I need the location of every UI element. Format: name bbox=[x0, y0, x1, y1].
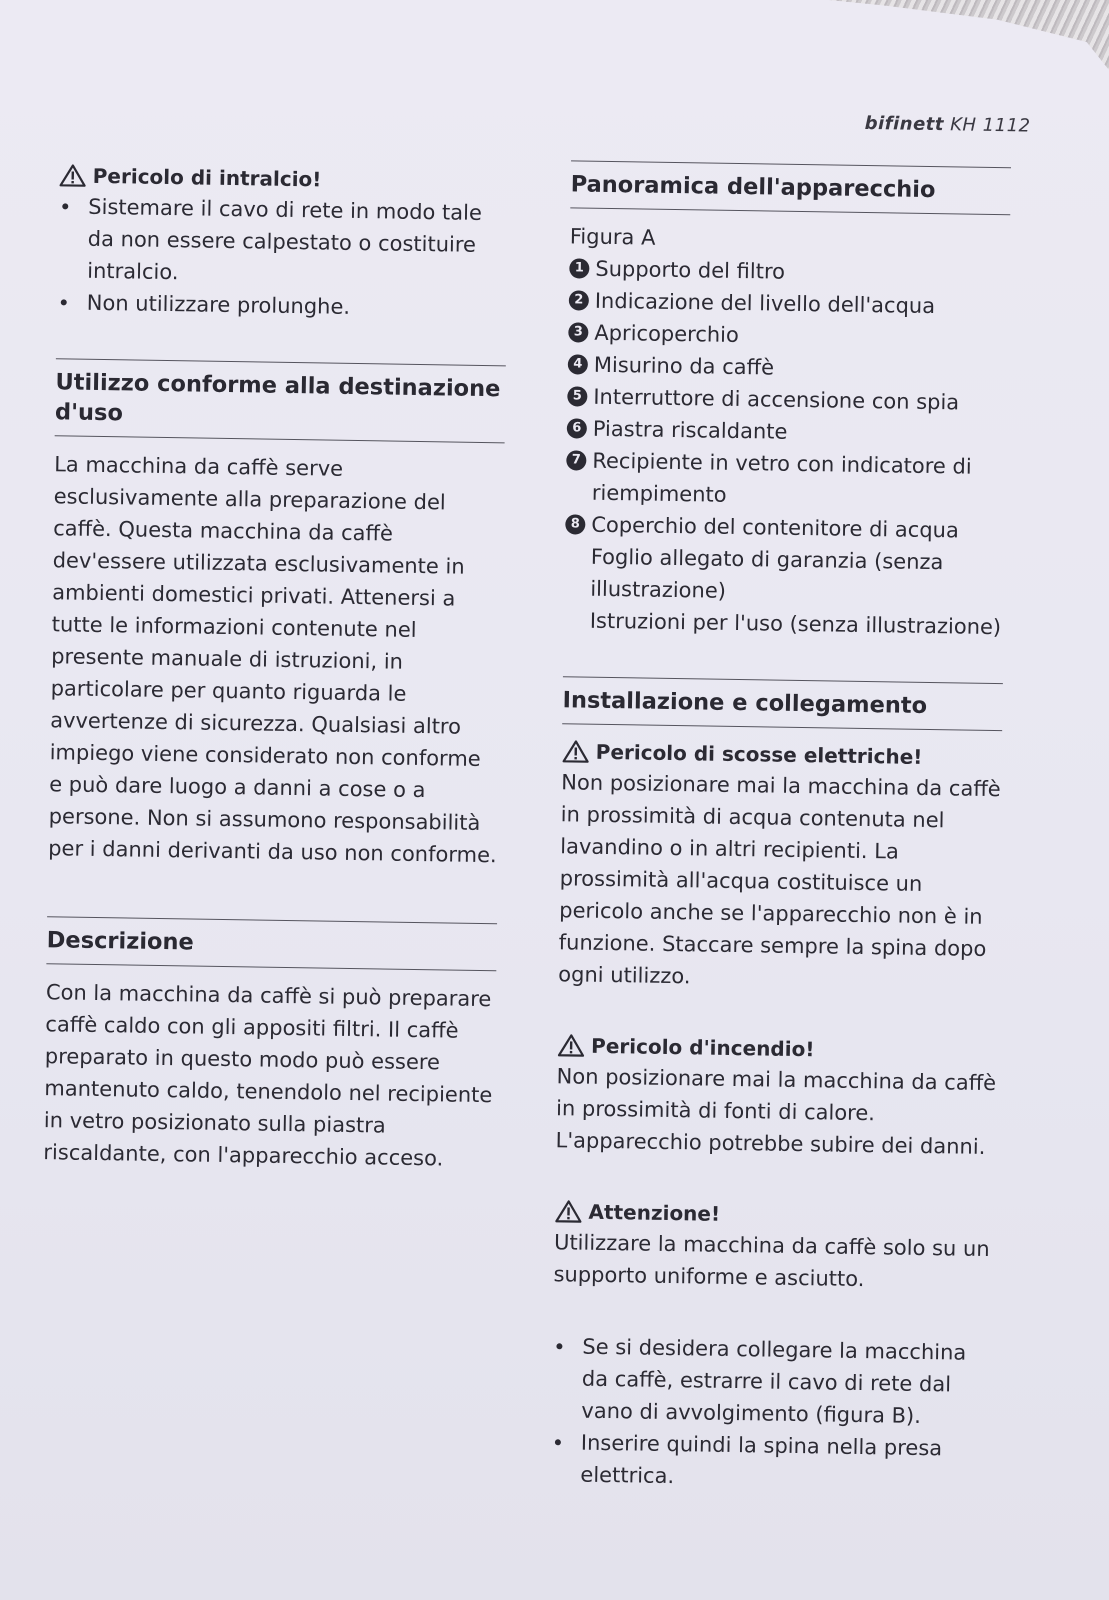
warning-shock-section bbox=[558, 736, 1002, 997]
part-label: Apricoperchio bbox=[594, 320, 740, 347]
attention-section bbox=[553, 1196, 994, 1297]
parts-list bbox=[564, 252, 1010, 643]
warning-shock-title: Pericolo di scosse elettriche! bbox=[595, 739, 923, 769]
left-column bbox=[43, 160, 509, 1175]
number-badge: 6 bbox=[567, 418, 587, 438]
warning-fire-text: Non posizionare mai la macchina da caffè in prossimità di fonti di calore. L'apparecchio potrebbe subire dei danni. bbox=[555, 1064, 997, 1159]
list-item: Sistemare il cavo di rete in modo tale da non essere calpestato o costituire intralcio. bbox=[57, 190, 508, 293]
intended-use-text: La macchina da caffè serve esclusivamente alla preparazione del caffè. Questa macchina da caffè dev'essere utilizzata esclusivamente in ambienti domestici privati. Attenersi a tutte le informazioni contenute nel presente manuale di istruzioni, in particolare per quanto riguarda le avvertenze di sicurezza. Qualsiasi altro impiego viene considerato non conforme e può dare luogo a danni a cose o a persone. Non si assumono responsabilità per i danni derivanti da uso non conforme. bbox=[47, 452, 497, 868]
part-label: Piastra riscaldante bbox=[592, 416, 788, 444]
brand-header bbox=[865, 113, 1031, 137]
part-label: Recipiente in vetro con indicatore di riempimento bbox=[591, 448, 972, 507]
number-badge: 4 bbox=[568, 354, 588, 374]
right-column bbox=[550, 160, 1011, 1497]
attention-text: Utilizzare la macchina da caffè solo su un supporto uniforme e asciutto. bbox=[553, 1230, 990, 1292]
list-item bbox=[566, 444, 1007, 515]
section-divider bbox=[571, 160, 1011, 168]
list-item: Foglio allegato di garanzia (senza illustrazione) bbox=[590, 544, 944, 603]
overview-heading: Panoramica dell'apparecchio bbox=[570, 171, 936, 204]
model-number: KH 1112 bbox=[950, 114, 1031, 137]
warning-triangle-icon bbox=[554, 1199, 582, 1223]
description-text: Con la macchina da caffè si può preparare caffè caldo con gli appositi filtri. Il caffè preparato in questo modo può essere mantenuto caldo, tenendolo nel recipiente in vetro posizionato sulla piastra riscaldante, con l'apparecchio acceso. bbox=[43, 980, 493, 1171]
warning-trip-section bbox=[57, 160, 509, 325]
number-badge: 2 bbox=[569, 290, 589, 310]
warning-triangle-icon bbox=[557, 1033, 585, 1057]
number-badge: 8 bbox=[565, 514, 585, 534]
part-label: Supporto del filtro bbox=[595, 256, 786, 284]
warning-shock-text: Non posizionare mai la macchina da caffè in prossimità di acqua contenuta nel lavandino o in altri recipienti. La prossimità all'acqua costituisce un pericolo anche se l'apparecchio non è in funzione. Staccare sempre la spina dopo ogni utilizzo. bbox=[558, 770, 1001, 989]
number-badge: 3 bbox=[568, 322, 588, 342]
part-label: Misurino da caffè bbox=[593, 352, 775, 380]
warning-triangle-icon bbox=[562, 739, 590, 763]
warning-triangle-icon bbox=[59, 163, 87, 187]
intended-use-heading: Utilizzo conforme alla destinazione d'uso bbox=[54, 369, 501, 427]
brand-name: bifinett bbox=[864, 112, 945, 136]
description-heading: Descrizione bbox=[46, 927, 194, 956]
list-item: Non utilizzare prolunghe. bbox=[57, 286, 507, 325]
part-label: Coperchio del contenitore di acqua bbox=[591, 512, 960, 543]
attention-title: Attenzione! bbox=[588, 1199, 721, 1226]
warning-trip-list bbox=[57, 190, 509, 325]
warning-fire-title: Pericolo d'incendio! bbox=[590, 1033, 815, 1062]
installation-heading: Installazione e collegamento bbox=[562, 687, 928, 719]
number-badge: 5 bbox=[567, 386, 587, 406]
number-badge: 7 bbox=[566, 450, 586, 470]
list-item: Inserire quindi la spina nella presa elettrica. bbox=[550, 1426, 991, 1497]
part-label: Indicazione del livello dell'acqua bbox=[594, 288, 936, 319]
part-label: Interruttore di accensione con spia bbox=[593, 384, 960, 415]
warning-fire-section bbox=[555, 1030, 997, 1163]
warning-trip-title: Pericolo di intralcio! bbox=[92, 163, 322, 192]
list-item: Se si desidera collegare la macchina da caffè, estrarre il cavo di rete dal vano di avvolgimento (figura B). bbox=[551, 1330, 992, 1433]
number-badge: 1 bbox=[569, 258, 589, 278]
installation-steps-list bbox=[550, 1330, 992, 1497]
figure-label: Figura A bbox=[569, 224, 656, 250]
list-item: Istruzioni per l'uso (senza illustrazione) bbox=[589, 608, 1002, 640]
